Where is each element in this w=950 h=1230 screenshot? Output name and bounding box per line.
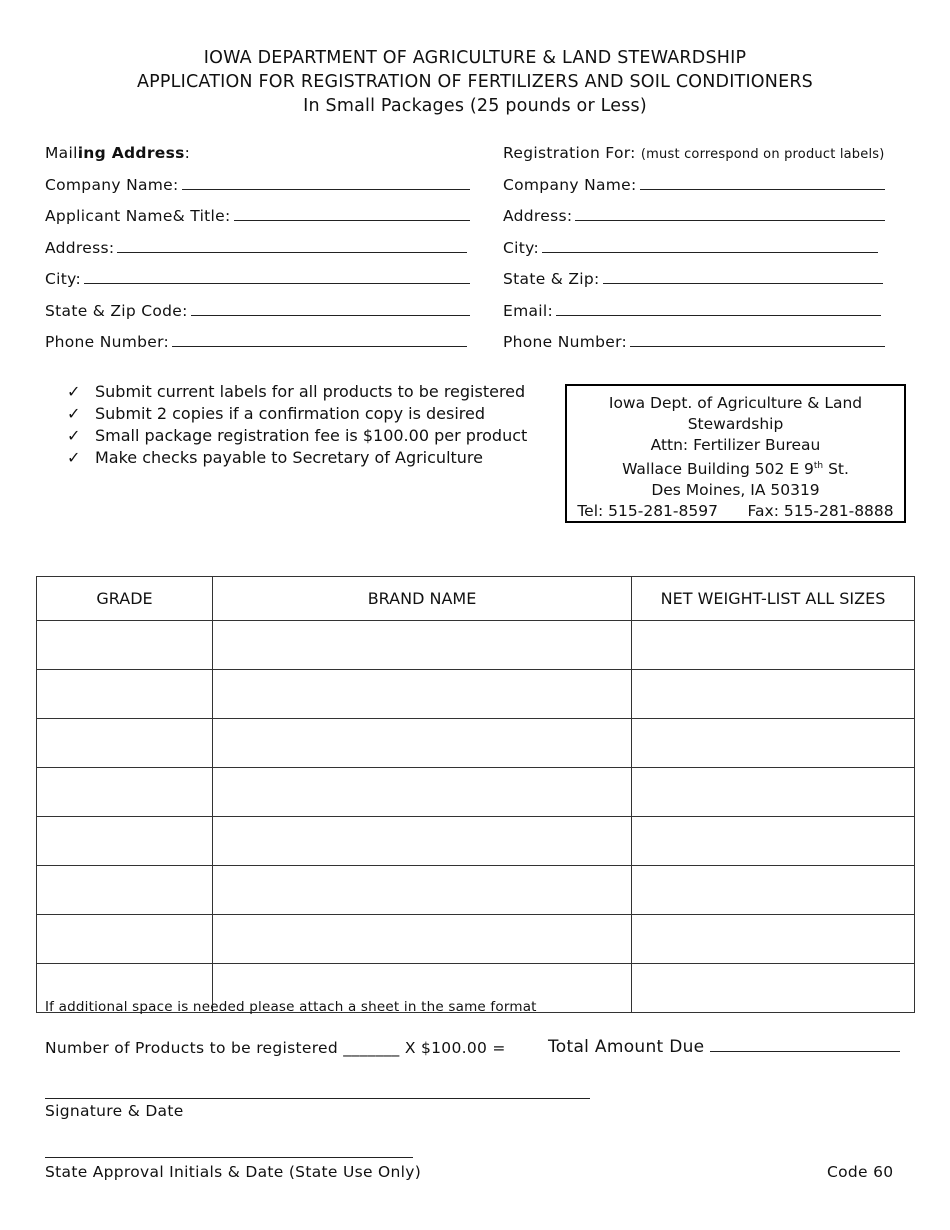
registration-for-heading: Registration For: (must correspond on product labels)	[503, 144, 885, 162]
brand-name-cell[interactable]	[213, 915, 632, 964]
net-weight-cell[interactable]	[632, 964, 915, 1013]
grade-column-header: GRADE	[37, 577, 213, 621]
grade-cell[interactable]	[37, 915, 213, 964]
checkmark-icon: ✓	[67, 404, 81, 423]
grade-cell[interactable]	[37, 768, 213, 817]
form-header	[0, 46, 950, 118]
registration-city-field[interactable]: City:	[503, 238, 878, 257]
mailing-city-field[interactable]: City:	[45, 269, 470, 288]
net-weight-cell[interactable]	[632, 915, 915, 964]
net-weight-cell[interactable]	[632, 719, 915, 768]
brand-name-cell[interactable]	[213, 866, 632, 915]
contact-org: Iowa Dept. of Agriculture & Land Stewardship	[608, 394, 863, 433]
checkmark-icon: ✓	[67, 448, 81, 467]
mailing-applicant-name-field[interactable]: Applicant Name& Title:	[45, 206, 470, 225]
registration-company-name-field[interactable]: Company Name:	[503, 175, 885, 194]
product-table	[36, 576, 915, 1013]
net-weight-cell[interactable]	[632, 866, 915, 915]
contact-address: Wallace Building 502 E 9th St.	[622, 460, 849, 479]
contact-phones: Tel: 515-281-8597 Fax: 515-281-8888	[577, 502, 894, 521]
table-header-row	[37, 577, 915, 621]
mailing-company-name-field[interactable]: Company Name:	[45, 175, 470, 194]
grade-cell[interactable]	[37, 719, 213, 768]
checkmark-icon: ✓	[67, 382, 81, 401]
registration-state-zip-field[interactable]: State & Zip:	[503, 269, 883, 288]
form-title: APPLICATION FOR REGISTRATION OF FERTILIZERS AND SOIL CONDITIONERS	[136, 72, 813, 92]
form-subtitle: In Small Packages (25 pounds or Less)	[303, 96, 647, 116]
brand-name-cell[interactable]	[213, 621, 632, 670]
registration-email-field[interactable]: Email:	[503, 301, 881, 320]
contact-city: Des Moines, IA 50319	[651, 481, 820, 500]
grade-cell[interactable]	[37, 817, 213, 866]
grade-cell[interactable]	[37, 670, 213, 719]
mailing-contact-box	[565, 384, 906, 523]
products-count-blank[interactable]: _______	[343, 1039, 400, 1057]
table-row	[37, 670, 915, 719]
grade-cell[interactable]	[37, 621, 213, 670]
table-row	[37, 719, 915, 768]
instructions-checklist	[40, 381, 530, 469]
grade-cell[interactable]	[37, 866, 213, 915]
instruction-item: ✓ Submit 2 copies if a confirmation copy is desired	[67, 404, 486, 423]
instruction-item: ✓ Submit current labels for all products to be registered	[67, 382, 526, 401]
brand-name-cell[interactable]	[213, 670, 632, 719]
brand-name-cell[interactable]	[213, 719, 632, 768]
table-row	[37, 768, 915, 817]
checkmark-icon: ✓	[67, 426, 81, 445]
contact-attn: Attn: Fertilizer Bureau	[650, 436, 821, 454]
brand-name-cell[interactable]	[213, 768, 632, 817]
net-weight-column-header: NET WEIGHT-LIST ALL SIZES	[632, 577, 915, 621]
net-weight-cell[interactable]	[632, 621, 915, 670]
additional-space-note: If additional space is needed please attach a sheet in the same format	[45, 999, 537, 1015]
mailing-phone-field[interactable]: Phone Number:	[45, 332, 467, 351]
state-approval-label: State Approval Initials & Date (State Use Only)	[45, 1163, 422, 1181]
table-row	[37, 621, 915, 670]
state-approval-line[interactable]	[45, 1156, 413, 1158]
mailing-address-heading: Mailing Address:	[45, 144, 191, 162]
brand-name-cell[interactable]	[213, 817, 632, 866]
registration-phone-field[interactable]: Phone Number:	[503, 332, 885, 351]
total-amount-due-field[interactable]: Total Amount Due	[548, 1037, 900, 1057]
form-code: Code 60	[827, 1163, 894, 1181]
net-weight-cell[interactable]	[632, 768, 915, 817]
signature-line[interactable]	[45, 1097, 590, 1099]
net-weight-cell[interactable]	[632, 817, 915, 866]
instruction-item: ✓ Small package registration fee is $100.00 per product	[67, 426, 528, 445]
department-title: IOWA DEPARTMENT OF AGRICULTURE & LAND STEWARDSHIP	[203, 48, 747, 68]
mailing-state-zip-field[interactable]: State & Zip Code:	[45, 301, 470, 320]
table-row	[37, 817, 915, 866]
instruction-item: ✓ Make checks payable to Secretary of Agriculture	[67, 448, 483, 467]
brand-name-column-header: BRAND NAME	[213, 577, 632, 621]
signature-date-label: Signature & Date	[45, 1102, 184, 1120]
products-count-row: Number of Products to be registered _______ X $100.00 =	[45, 1039, 506, 1057]
table-row	[37, 915, 915, 964]
table-row	[37, 866, 915, 915]
net-weight-cell[interactable]	[632, 670, 915, 719]
mailing-address-field[interactable]: Address:	[45, 238, 467, 257]
registration-address-field[interactable]: Address:	[503, 206, 885, 225]
